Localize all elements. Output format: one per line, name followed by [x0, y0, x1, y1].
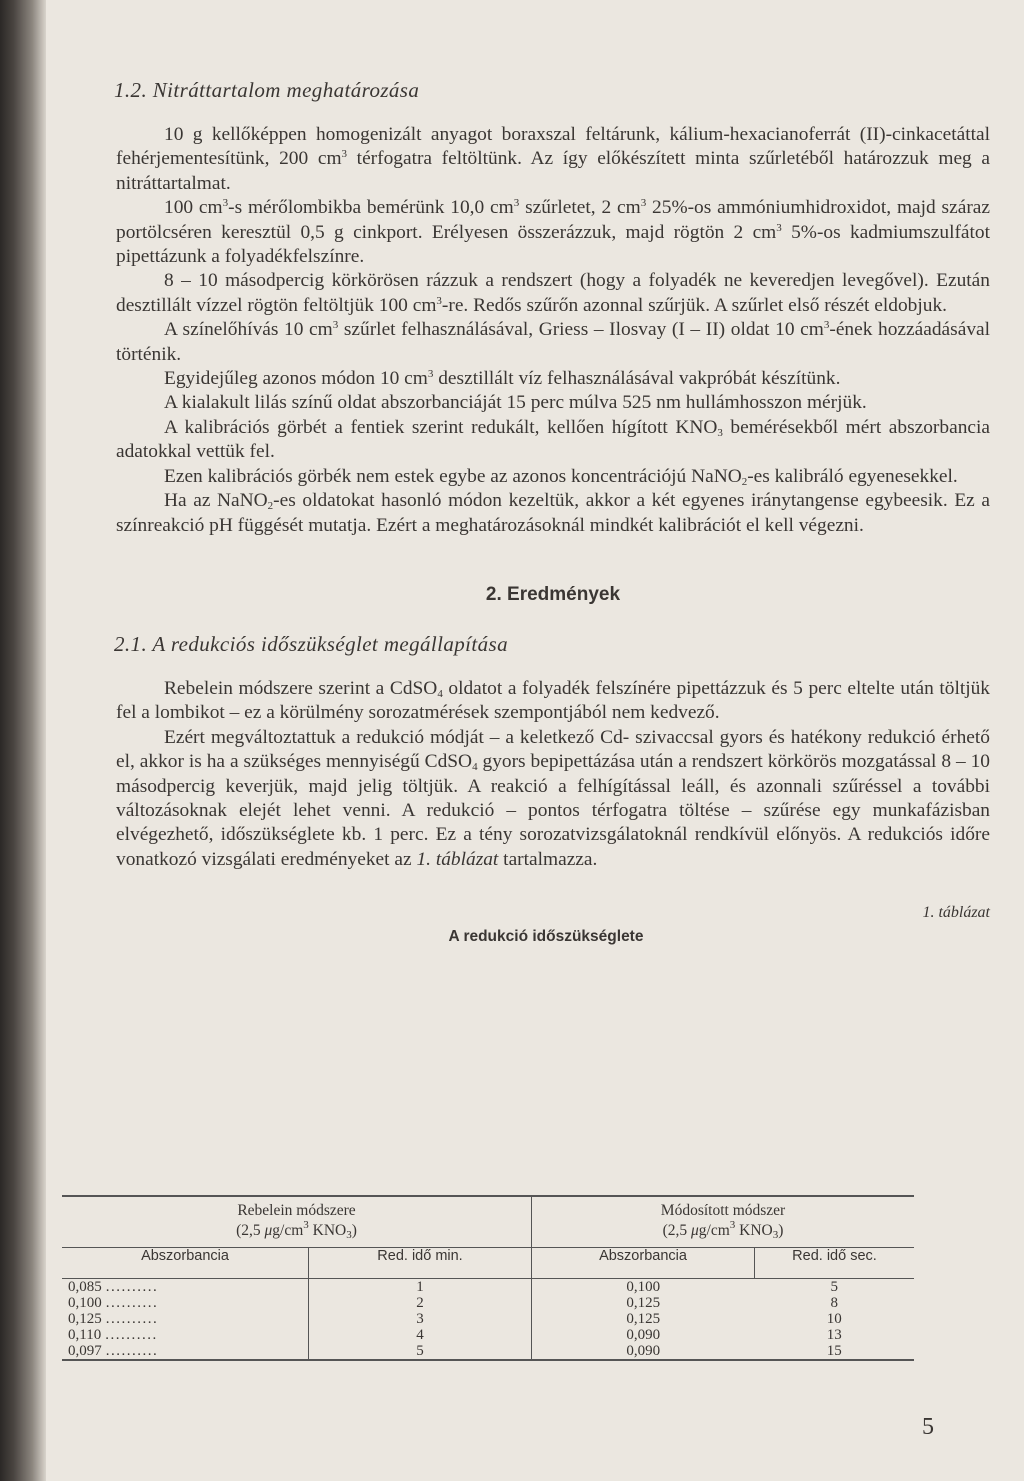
table-cell: 0,125: [68, 1311, 102, 1327]
table-row: 0,085 .......... 1 0,100 5: [62, 1279, 914, 1296]
table-group-header-row: [62, 1196, 914, 1248]
table-cell: 0,125: [626, 1311, 661, 1327]
paragraph: Ha az NaNO$_2$-es oldatokat hasonló módon kezeltük, akkor a két egyenes iránytangense egybeesik. Ez a színreakció pH függését mutatja. Ezért a meghatározásoknál mindkét kalibrációt el kell végezni.: [116, 490, 990, 536]
table-row: 0,110 .......... 4 0,090 13: [62, 1327, 914, 1343]
table-cell: 0,125: [626, 1295, 661, 1311]
group-header-rebelein: Rebelein módszere (2,5 $\mu g/cm^3$ $KNO_3$): [62, 1196, 532, 1248]
table-cell: 0,110: [68, 1327, 102, 1343]
section-1-2-title: 1.2. Nitráttartalom meghatározása: [114, 78, 420, 102]
column-header: Abszorbancia: [532, 1248, 755, 1279]
column-header: Abszorbancia: [62, 1248, 309, 1279]
table-cell: 5: [309, 1343, 532, 1360]
table-label: 1. táblázat: [922, 904, 990, 922]
table-row: 0,097 .......... 5 0,090 15: [62, 1343, 914, 1360]
paragraph: Ezért megváltoztattuk a redukció módját – a keletkező Cd- szivaccsal gyors és hatékony redukció érhető el, akkor is ha a szükséges mennyiségű CdSO$_4$ gyors bepipettázása után a rendszert körkörös mozgatással 8 – 10 másodpercig keverjük, majd jelig töltjük. A reakció a felhígítással leáll, és azonnali szűréssel a további változásoknak elejét lehet venni. A redukció – pontos térfogatra töltése – szűrése egy munkafázisban elvégezhető, időszükséglete kb. 1 perc. Ez a tény sorozatvizsgálatoknál rendkívül előnyös. A redukciós időre vonatkozó vizsgálati eredményeket az 1. táblázat tartalmazza.: [116, 726, 990, 870]
paragraph: A kialakult lilás színű oldat abszorbanciáját 15 perc múlva 525 nm hullámhosszon mérjük.: [164, 392, 867, 414]
paragraph: A színelőhívás 10 $cm^3$ szűrlet felhasználásával, Griess – Ilosvay (I – II) oldat 10 $cm^3$-ének hozzáadásával történik.: [116, 319, 991, 365]
table-column-header-row: [62, 1248, 914, 1279]
results-heading: 2. Eredmények: [485, 583, 621, 605]
table-cell: 0,090: [626, 1327, 661, 1343]
section-2-1-title: 2.1. A redukciós időszükséglet megállapítása: [114, 631, 509, 656]
table-cell: 10: [826, 1311, 842, 1327]
table-cell: 0,090: [626, 1343, 661, 1359]
paragraph: Ezen kalibrációs görbék nem estek egybe az azonos koncentrációjú NaNO$_2$-es kalibráló egyenesekkel.: [164, 465, 958, 488]
table-cell: 3: [309, 1311, 532, 1327]
table-cell: 0,085: [68, 1279, 102, 1295]
paragraph: Rebelein módszere szerint a CdSO$_4$ oldatot a folyadék felszínére pipettázzuk és 5 perc eltelte után töltjük fel a lombikot – ez a körülmény sorozatmérések szempontjából nem kedvező.: [116, 677, 990, 724]
paragraph: A kalibrációs görbét a fentiek szerint redukált, kellően hígított $KNO_3$ bemérésekből mért abszorbancia adatokkal vettük fel.: [116, 416, 990, 463]
column-header: Red. idő min.: [309, 1248, 532, 1279]
table-row: 0,100 .......... 2 0,125 8: [62, 1295, 914, 1311]
page-content: [116, 78, 990, 946]
paragraph: 8 – 10 másodpercig körkörösen rázzuk a rendszert (hogy a folyadék ne keveredjen levegővel). Ezután desztillált vízzel rögtön feltöltjük 100 $cm^3-re$. Redős szűrőn azonnal szűrjük. A szűrlet első részét eldobjuk.: [116, 270, 990, 316]
table-cell: 0,100: [626, 1279, 661, 1295]
page-number: 5: [922, 1414, 934, 1440]
group-header-modified: Módosított módszer (2,5 $\mu g/cm^3$ $KNO_3$): [660, 1202, 786, 1241]
table-cell: 2: [309, 1295, 532, 1311]
table-cell: 0,097: [68, 1343, 102, 1359]
paragraph: 10 g kellőképpen homogenizált anyagot boraxszal feltárunk, kálium-hexacianoferrát (II)-cinkacetáttal fehérjementesítünk, 200 $cm^3$ térfogatra feltöltünk. Az így előkészített minta szűrletéből határozzuk meg a nitráttartalmat.: [116, 124, 991, 194]
reduction-time-table: [62, 1195, 914, 1361]
book-page: [46, 0, 1024, 1481]
table-cell: 15: [826, 1343, 842, 1359]
book-spine-shadow: [0, 0, 46, 1481]
table-cell: 13: [826, 1327, 842, 1343]
table-cell: 1: [309, 1279, 532, 1296]
table-cell: 4: [309, 1327, 532, 1343]
column-header: Red. idő sec.: [755, 1248, 915, 1279]
table-cell: 5: [830, 1279, 838, 1295]
paragraph: Egyidejűleg azonos módon 10 $cm^3$ desztillált víz felhasználásával vakpróbát készítünk.: [164, 368, 841, 390]
paragraph: 100 $cm^3-s$ mérőlombikba bemérünk 10,0 $cm^3$ szűrletet, 2 $cm^3$ 25%-os ammóniumhidroxidot, majd száraz portölcséren keresztül 0,5 g cinkport. Erélyesen összerázzuk, majd rögtön 2 $cm^3$ 5%-os kadmiumszulfátot pipettázunk a folyadékfelszínre.: [116, 197, 990, 268]
table-row: 0,125 .......... 3 0,125 10: [62, 1311, 914, 1327]
table-caption: A redukció időszükséglete: [448, 928, 644, 946]
table-cell: 8: [830, 1295, 838, 1311]
table-cell: 0,100: [68, 1295, 102, 1311]
